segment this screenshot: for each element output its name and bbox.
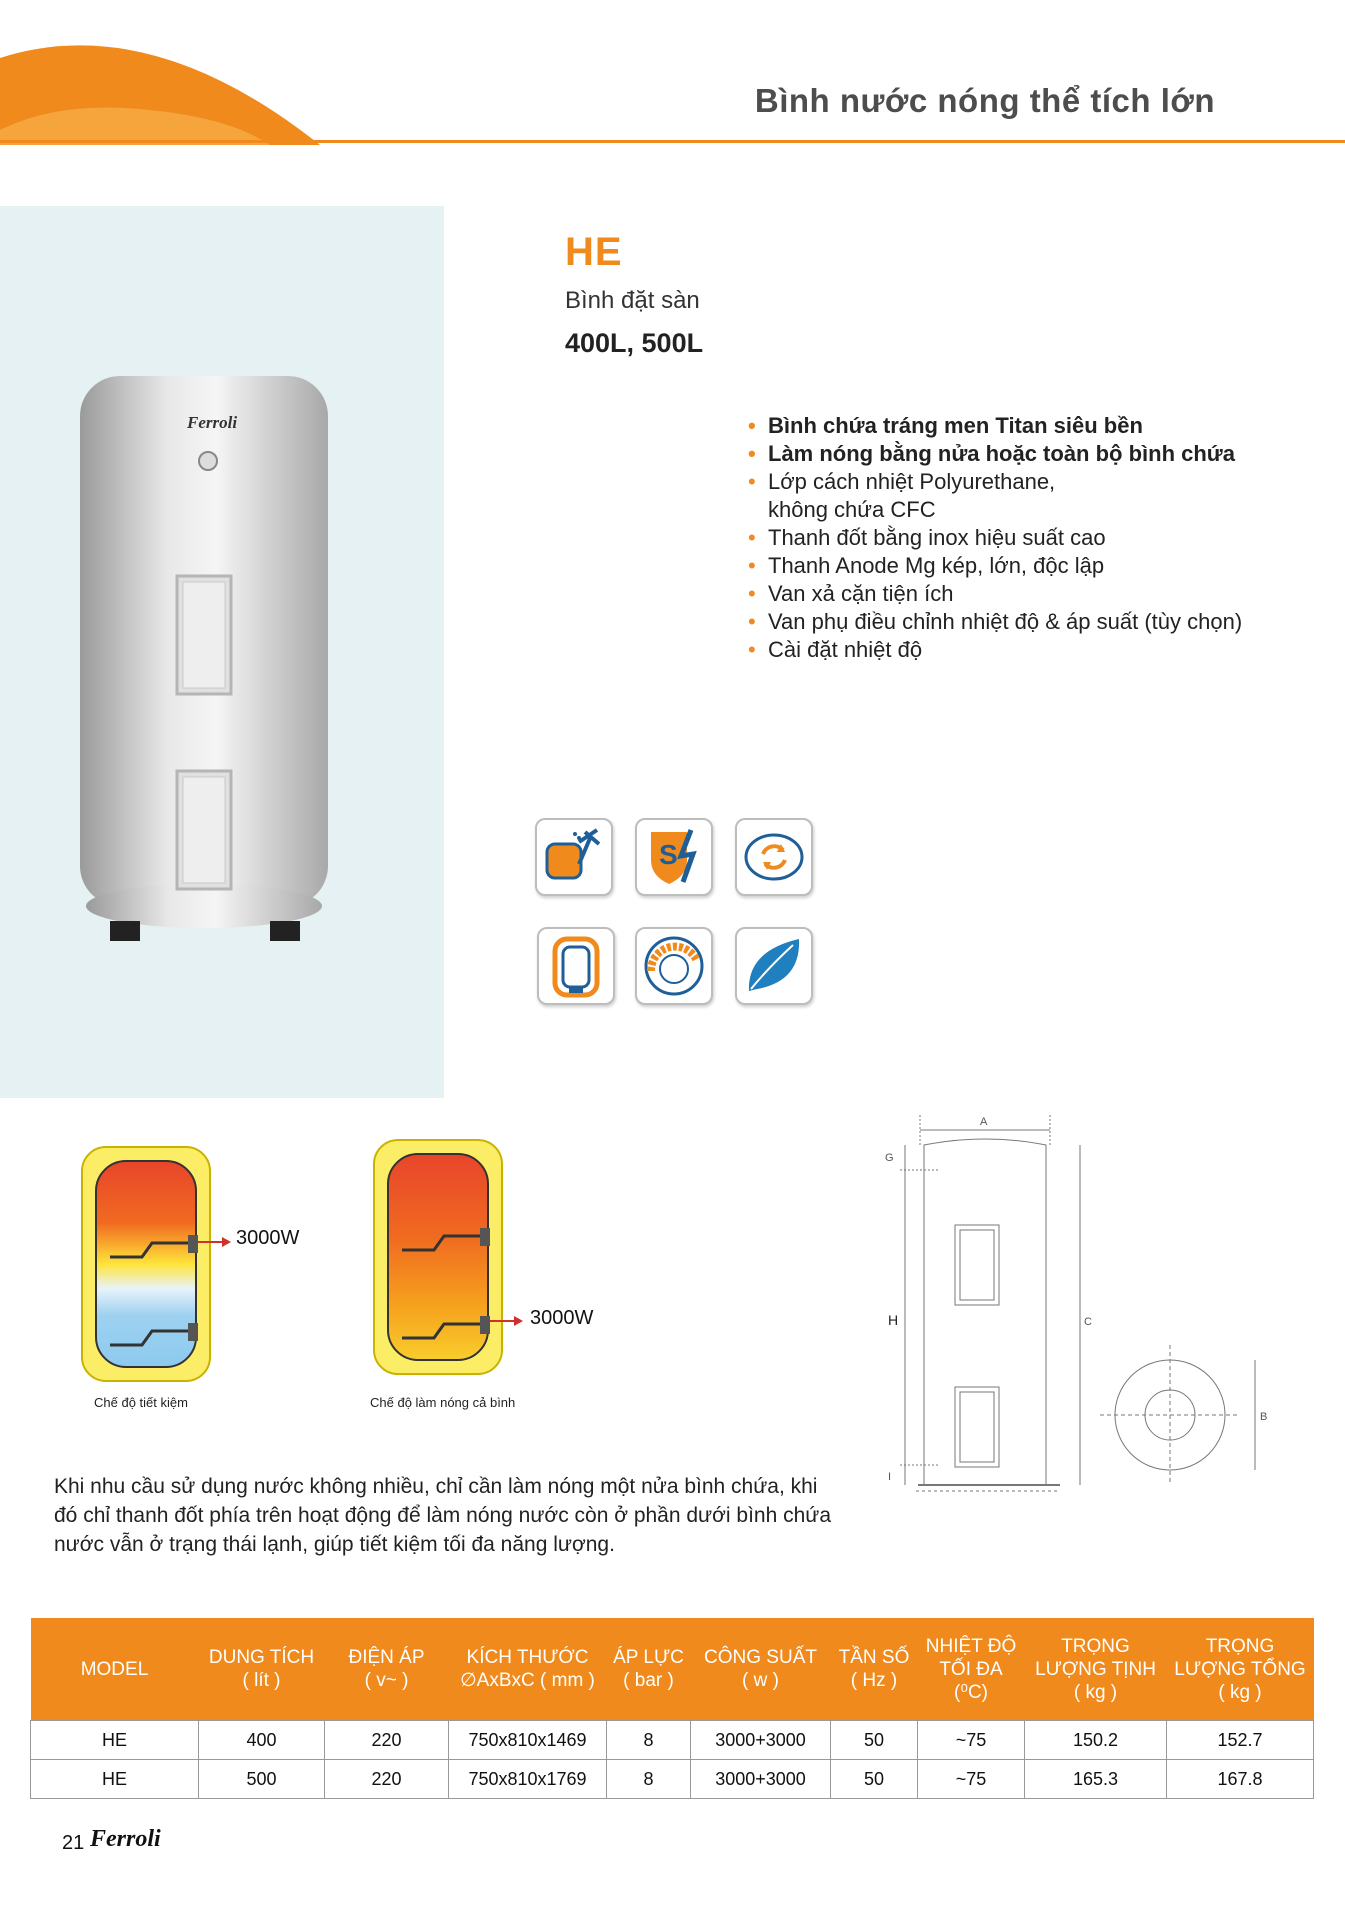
dim-label-i: I — [888, 1471, 892, 1483]
eco-mode-arrow — [198, 1236, 232, 1248]
table-header: TẦN SỐ ( Hz ) — [831, 1618, 918, 1721]
table-header: MODEL — [31, 1618, 199, 1721]
dim-label-b: B — [1260, 1411, 1268, 1423]
table-header: DUNG TÍCH ( lít ) — [199, 1618, 325, 1721]
table-cell: 3000+3000 — [691, 1721, 831, 1760]
table-cell: 400 — [199, 1721, 325, 1760]
temperature-dial-icon — [635, 927, 713, 1005]
feature-item: • Lớp cách nhiệt Polyurethane, không chứa CFC — [748, 468, 1308, 524]
feature-item: • Cài đặt nhiệt độ — [748, 636, 1308, 664]
product-name: HE — [565, 230, 623, 274]
feature-list — [748, 412, 1308, 664]
table-cell: 165.3 — [1025, 1760, 1167, 1799]
table-header: TRỌNG LƯỢNG TỊNH ( kg ) — [1025, 1618, 1167, 1721]
table-cell: ~75 — [918, 1721, 1025, 1760]
table-header: ÁP LỰC ( bar ) — [607, 1618, 691, 1721]
table-header: KÍCH THƯỚC ∅AxBxC ( mm ) — [449, 1618, 607, 1721]
table-cell: 500 — [199, 1760, 325, 1799]
feature-item: • Van phụ điều chỉnh nhiệt độ & áp suất (tùy chọn) — [748, 608, 1308, 636]
table-header-row — [31, 1618, 1314, 1721]
table-cell: 50 — [831, 1760, 918, 1799]
table-cell: HE — [31, 1721, 199, 1760]
svg-text:S: S — [659, 839, 678, 870]
table-row — [31, 1721, 1314, 1760]
recycle-icon — [735, 818, 813, 896]
unit-brand-logo: Ferroli — [187, 413, 238, 432]
feature-item: • Bình chứa tráng men Titan siêu bền — [748, 412, 1308, 440]
table-cell: 8 — [607, 1760, 691, 1799]
dimension-drawing — [880, 1115, 1290, 1515]
dim-label-c: C — [1084, 1316, 1092, 1328]
feature-item: • Thanh đốt bằng inox hiệu suất cao — [748, 524, 1308, 552]
table-cell: 750x810x1769 — [449, 1760, 607, 1799]
spec-table — [30, 1618, 1314, 1799]
header-decoration-arc — [0, 0, 340, 145]
table-cell: 3000+3000 — [691, 1760, 831, 1799]
table-header: CÔNG SUẤT ( w ) — [691, 1618, 831, 1721]
dim-label-g: G — [885, 1152, 894, 1164]
feature-item: • Van xả cặn tiện ích — [748, 580, 1308, 608]
eco-mode-tank-diagram — [80, 1145, 215, 1385]
header-divider — [0, 140, 1345, 143]
table-cell: 220 — [325, 1721, 449, 1760]
description-text: Khi nhu cầu sử dụng nước không nhiều, chỉ cần làm nóng một nửa bình chứa, khi đó chỉ thanh đốt phía trên hoạt động để làm nóng nước còn ở phần dưới bình chứa nước vẫn ở trạng thái lạnh, giúp tiết kiệm tối đa năng lượng. — [54, 1475, 832, 1556]
table-cell: ~75 — [918, 1760, 1025, 1799]
table-row — [31, 1760, 1314, 1799]
page-title: Bình nước nóng thể tích lớn — [754, 82, 1215, 119]
product-capacities: 400L, 500L — [565, 328, 704, 358]
table-cell: 220 — [325, 1760, 449, 1799]
full-mode-tank-diagram — [372, 1138, 507, 1378]
dim-label-h: H — [888, 1312, 899, 1328]
eco-mode-caption: Chế độ tiết kiệm — [94, 1395, 188, 1410]
table-cell: 167.8 — [1167, 1760, 1314, 1799]
eco-mode-power: 3000W — [236, 1227, 300, 1249]
product-subtitle: Bình đặt sàn — [565, 287, 700, 314]
table-cell: 8 — [607, 1721, 691, 1760]
table-header: ĐIỆN ÁP ( v~ ) — [325, 1618, 449, 1721]
feature-item: • Làm nóng bằng nửa hoặc toàn bộ bình chứa — [748, 440, 1308, 468]
tank-insulation-icon — [537, 927, 615, 1005]
full-mode-power: 3000W — [530, 1307, 594, 1329]
full-mode-arrow — [490, 1315, 524, 1327]
water-heater-image — [80, 376, 336, 951]
page-number: 21 — [62, 1832, 85, 1854]
table-cell: HE — [31, 1760, 199, 1799]
dim-label-a: A — [980, 1116, 988, 1128]
titanium-enamel-icon — [535, 818, 613, 896]
table-cell: 152.7 — [1167, 1721, 1314, 1760]
table-header: NHIỆT ĐỘ TỐI ĐA (⁰C) — [918, 1618, 1025, 1721]
table-cell: 750x810x1469 — [449, 1721, 607, 1760]
full-mode-caption: Chế độ làm nóng cả bình — [370, 1395, 516, 1410]
footer-brand-logo: Ferroli — [90, 1826, 161, 1852]
table-cell: 50 — [831, 1721, 918, 1760]
table-header: TRỌNG LƯỢNG TỔNG ( kg ) — [1167, 1618, 1314, 1721]
feature-item: • Thanh Anode Mg kép, lớn, độc lập — [748, 552, 1308, 580]
leaf-icon — [735, 927, 813, 1005]
safety-shield-icon — [635, 818, 713, 896]
table-cell: 150.2 — [1025, 1721, 1167, 1760]
